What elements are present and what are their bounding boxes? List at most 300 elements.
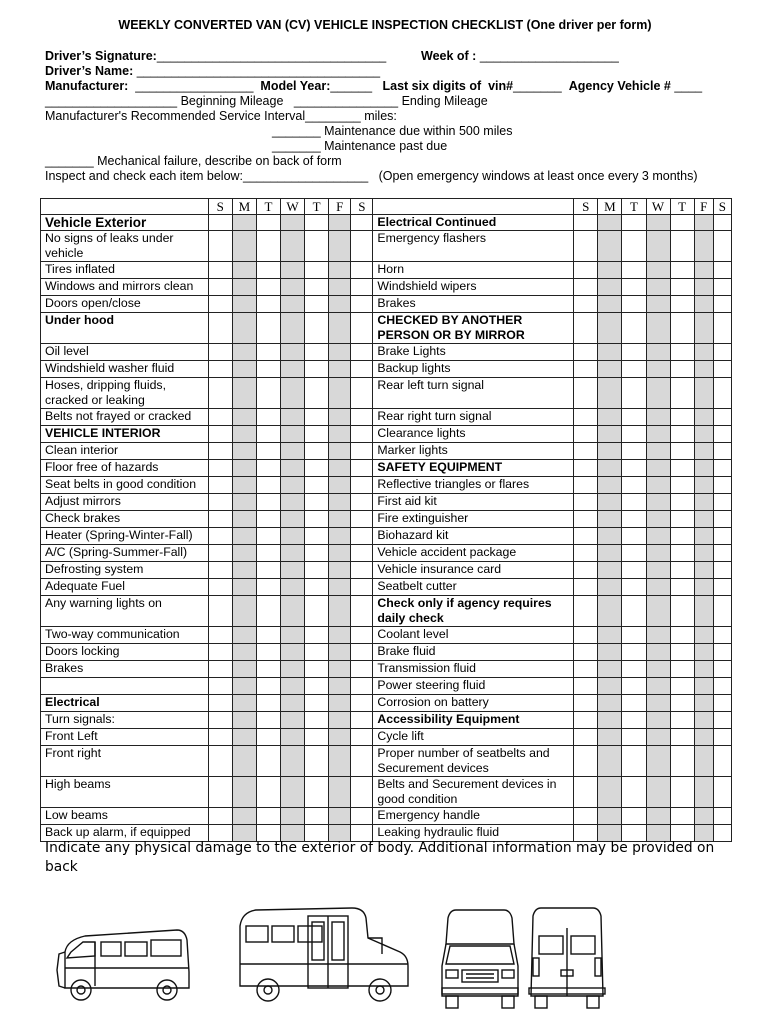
check-cell[interactable] <box>351 808 373 825</box>
check-cell[interactable] <box>713 215 731 231</box>
check-cell[interactable] <box>256 378 280 409</box>
check-cell[interactable] <box>694 477 713 494</box>
check-cell[interactable] <box>670 729 694 746</box>
check-cell[interactable] <box>574 678 598 695</box>
check-cell[interactable] <box>670 562 694 579</box>
check-cell[interactable] <box>713 562 731 579</box>
check-cell[interactable] <box>574 644 598 661</box>
check-cell[interactable] <box>694 409 713 426</box>
check-cell[interactable] <box>281 808 305 825</box>
check-cell[interactable] <box>574 528 598 545</box>
check-cell[interactable] <box>351 729 373 746</box>
check-cell[interactable] <box>208 361 232 378</box>
check-cell[interactable] <box>281 579 305 596</box>
check-cell[interactable] <box>574 313 598 344</box>
check-cell[interactable] <box>598 279 622 296</box>
check-cell[interactable] <box>305 627 329 644</box>
check-cell[interactable] <box>232 596 256 627</box>
check-cell[interactable] <box>329 562 351 579</box>
check-cell[interactable] <box>351 511 373 528</box>
check-cell[interactable] <box>305 313 329 344</box>
check-cell[interactable] <box>329 426 351 443</box>
check-cell[interactable] <box>329 729 351 746</box>
check-cell[interactable] <box>329 528 351 545</box>
check-cell[interactable] <box>305 808 329 825</box>
check-cell[interactable] <box>694 627 713 644</box>
check-cell[interactable] <box>208 313 232 344</box>
check-cell[interactable] <box>646 313 670 344</box>
check-cell[interactable] <box>598 746 622 777</box>
check-cell[interactable] <box>622 426 646 443</box>
check-cell[interactable] <box>351 279 373 296</box>
check-cell[interactable] <box>713 678 731 695</box>
check-cell[interactable] <box>281 644 305 661</box>
check-cell[interactable] <box>281 729 305 746</box>
check-cell[interactable] <box>574 746 598 777</box>
check-cell[interactable] <box>232 215 256 231</box>
check-cell[interactable] <box>598 511 622 528</box>
maint-past-field[interactable]: _______ <box>272 139 325 153</box>
check-cell[interactable] <box>232 426 256 443</box>
service-interval-field[interactable]: ________ <box>305 109 365 123</box>
check-cell[interactable] <box>646 808 670 825</box>
check-cell[interactable] <box>281 477 305 494</box>
check-cell[interactable] <box>329 777 351 808</box>
check-cell[interactable] <box>713 661 731 678</box>
check-cell[interactable] <box>256 528 280 545</box>
check-cell[interactable] <box>646 409 670 426</box>
check-cell[interactable] <box>713 494 731 511</box>
check-cell[interactable] <box>670 344 694 361</box>
check-cell[interactable] <box>305 262 329 279</box>
check-cell[interactable] <box>646 678 670 695</box>
check-cell[interactable] <box>351 712 373 729</box>
check-cell[interactable] <box>574 215 598 231</box>
check-cell[interactable] <box>208 661 232 678</box>
check-cell[interactable] <box>281 678 305 695</box>
check-cell[interactable] <box>713 296 731 313</box>
check-cell[interactable] <box>281 426 305 443</box>
check-cell[interactable] <box>232 644 256 661</box>
check-cell[interactable] <box>351 215 373 231</box>
check-cell[interactable] <box>351 579 373 596</box>
check-cell[interactable] <box>232 729 256 746</box>
check-cell[interactable] <box>598 262 622 279</box>
check-cell[interactable] <box>281 627 305 644</box>
check-cell[interactable] <box>622 746 646 777</box>
check-cell[interactable] <box>598 678 622 695</box>
check-cell[interactable] <box>670 596 694 627</box>
check-cell[interactable] <box>232 361 256 378</box>
check-cell[interactable] <box>694 678 713 695</box>
check-cell[interactable] <box>208 215 232 231</box>
check-cell[interactable] <box>622 378 646 409</box>
check-cell[interactable] <box>670 313 694 344</box>
check-cell[interactable] <box>329 215 351 231</box>
check-cell[interactable] <box>598 695 622 712</box>
check-cell[interactable] <box>694 511 713 528</box>
check-cell[interactable] <box>351 528 373 545</box>
check-cell[interactable] <box>208 627 232 644</box>
check-cell[interactable] <box>208 279 232 296</box>
check-cell[interactable] <box>232 695 256 712</box>
check-cell[interactable] <box>208 296 232 313</box>
check-cell[interactable] <box>694 279 713 296</box>
check-cell[interactable] <box>622 678 646 695</box>
check-cell[interactable] <box>622 545 646 562</box>
check-cell[interactable] <box>305 562 329 579</box>
check-cell[interactable] <box>694 231 713 262</box>
check-cell[interactable] <box>208 644 232 661</box>
check-cell[interactable] <box>713 777 731 808</box>
check-cell[interactable] <box>646 661 670 678</box>
check-cell[interactable] <box>694 579 713 596</box>
check-cell[interactable] <box>670 644 694 661</box>
check-cell[interactable] <box>351 361 373 378</box>
check-cell[interactable] <box>232 378 256 409</box>
check-cell[interactable] <box>232 678 256 695</box>
check-cell[interactable] <box>713 443 731 460</box>
check-cell[interactable] <box>281 313 305 344</box>
check-cell[interactable] <box>329 477 351 494</box>
check-cell[interactable] <box>598 808 622 825</box>
check-cell[interactable] <box>694 296 713 313</box>
check-cell[interactable] <box>351 296 373 313</box>
check-cell[interactable] <box>232 262 256 279</box>
check-cell[interactable] <box>646 262 670 279</box>
check-cell[interactable] <box>713 511 731 528</box>
check-cell[interactable] <box>622 695 646 712</box>
check-cell[interactable] <box>713 528 731 545</box>
check-cell[interactable] <box>646 712 670 729</box>
check-cell[interactable] <box>232 579 256 596</box>
check-cell[interactable] <box>622 661 646 678</box>
check-cell[interactable] <box>646 627 670 644</box>
check-cell[interactable] <box>256 678 280 695</box>
check-cell[interactable] <box>232 344 256 361</box>
check-cell[interactable] <box>232 477 256 494</box>
check-cell[interactable] <box>281 262 305 279</box>
check-cell[interactable] <box>622 313 646 344</box>
check-cell[interactable] <box>281 746 305 777</box>
check-cell[interactable] <box>329 378 351 409</box>
check-cell[interactable] <box>598 644 622 661</box>
check-cell[interactable] <box>713 746 731 777</box>
check-cell[interactable] <box>281 777 305 808</box>
check-cell[interactable] <box>574 808 598 825</box>
check-cell[interactable] <box>670 215 694 231</box>
check-cell[interactable] <box>574 296 598 313</box>
check-cell[interactable] <box>256 777 280 808</box>
check-cell[interactable] <box>329 231 351 262</box>
check-cell[interactable] <box>329 279 351 296</box>
check-cell[interactable] <box>281 494 305 511</box>
check-cell[interactable] <box>622 262 646 279</box>
check-cell[interactable] <box>232 712 256 729</box>
check-cell[interactable] <box>694 313 713 344</box>
check-cell[interactable] <box>598 777 622 808</box>
check-cell[interactable] <box>574 729 598 746</box>
check-cell[interactable] <box>646 777 670 808</box>
check-cell[interactable] <box>305 695 329 712</box>
check-cell[interactable] <box>351 596 373 627</box>
check-cell[interactable] <box>256 644 280 661</box>
check-cell[interactable] <box>646 231 670 262</box>
check-cell[interactable] <box>208 545 232 562</box>
check-cell[interactable] <box>598 378 622 409</box>
check-cell[interactable] <box>694 361 713 378</box>
check-cell[interactable] <box>305 644 329 661</box>
check-cell[interactable] <box>713 579 731 596</box>
check-cell[interactable] <box>232 409 256 426</box>
check-cell[interactable] <box>208 695 232 712</box>
check-cell[interactable] <box>305 426 329 443</box>
check-cell[interactable] <box>574 231 598 262</box>
check-cell[interactable] <box>208 477 232 494</box>
check-cell[interactable] <box>598 661 622 678</box>
check-cell[interactable] <box>305 777 329 808</box>
check-cell[interactable] <box>574 627 598 644</box>
check-cell[interactable] <box>305 579 329 596</box>
check-cell[interactable] <box>208 808 232 825</box>
check-cell[interactable] <box>713 596 731 627</box>
check-cell[interactable] <box>622 279 646 296</box>
check-cell[interactable] <box>622 808 646 825</box>
check-cell[interactable] <box>281 596 305 627</box>
check-cell[interactable] <box>670 777 694 808</box>
check-cell[interactable] <box>713 262 731 279</box>
check-cell[interactable] <box>281 279 305 296</box>
check-cell[interactable] <box>646 511 670 528</box>
check-cell[interactable] <box>208 511 232 528</box>
check-cell[interactable] <box>598 477 622 494</box>
check-cell[interactable] <box>622 443 646 460</box>
check-cell[interactable] <box>351 494 373 511</box>
check-cell[interactable] <box>646 443 670 460</box>
check-cell[interactable] <box>713 279 731 296</box>
check-cell[interactable] <box>574 477 598 494</box>
check-cell[interactable] <box>256 344 280 361</box>
check-cell[interactable] <box>351 313 373 344</box>
check-cell[interactable] <box>232 528 256 545</box>
check-cell[interactable] <box>208 443 232 460</box>
check-cell[interactable] <box>598 426 622 443</box>
check-cell[interactable] <box>256 262 280 279</box>
check-cell[interactable] <box>598 215 622 231</box>
check-cell[interactable] <box>646 460 670 477</box>
check-cell[interactable] <box>670 545 694 562</box>
check-cell[interactable] <box>622 777 646 808</box>
check-cell[interactable] <box>232 443 256 460</box>
check-cell[interactable] <box>598 443 622 460</box>
check-cell[interactable] <box>598 361 622 378</box>
check-cell[interactable] <box>305 678 329 695</box>
check-cell[interactable] <box>598 712 622 729</box>
check-cell[interactable] <box>694 712 713 729</box>
check-cell[interactable] <box>646 426 670 443</box>
check-cell[interactable] <box>208 262 232 279</box>
check-cell[interactable] <box>694 344 713 361</box>
check-cell[interactable] <box>329 808 351 825</box>
check-cell[interactable] <box>256 562 280 579</box>
check-cell[interactable] <box>351 477 373 494</box>
check-cell[interactable] <box>305 296 329 313</box>
check-cell[interactable] <box>598 296 622 313</box>
check-cell[interactable] <box>694 661 713 678</box>
check-cell[interactable] <box>574 511 598 528</box>
check-cell[interactable] <box>574 712 598 729</box>
check-cell[interactable] <box>598 545 622 562</box>
check-cell[interactable] <box>256 231 280 262</box>
check-cell[interactable] <box>256 215 280 231</box>
check-cell[interactable] <box>305 215 329 231</box>
check-cell[interactable] <box>670 231 694 262</box>
check-cell[interactable] <box>208 231 232 262</box>
check-cell[interactable] <box>351 661 373 678</box>
check-cell[interactable] <box>329 596 351 627</box>
check-cell[interactable] <box>713 231 731 262</box>
check-cell[interactable] <box>256 409 280 426</box>
check-cell[interactable] <box>281 361 305 378</box>
check-cell[interactable] <box>598 409 622 426</box>
check-cell[interactable] <box>646 215 670 231</box>
check-cell[interactable] <box>208 344 232 361</box>
check-cell[interactable] <box>281 661 305 678</box>
check-cell[interactable] <box>713 426 731 443</box>
check-cell[interactable] <box>670 511 694 528</box>
check-cell[interactable] <box>574 596 598 627</box>
check-cell[interactable] <box>622 231 646 262</box>
check-cell[interactable] <box>305 511 329 528</box>
check-cell[interactable] <box>622 596 646 627</box>
check-cell[interactable] <box>598 231 622 262</box>
check-cell[interactable] <box>232 661 256 678</box>
check-cell[interactable] <box>622 627 646 644</box>
check-cell[interactable] <box>305 409 329 426</box>
check-cell[interactable] <box>305 596 329 627</box>
check-cell[interactable] <box>305 477 329 494</box>
check-cell[interactable] <box>232 562 256 579</box>
check-cell[interactable] <box>351 443 373 460</box>
check-cell[interactable] <box>598 494 622 511</box>
check-cell[interactable] <box>305 443 329 460</box>
check-cell[interactable] <box>208 729 232 746</box>
check-cell[interactable] <box>256 426 280 443</box>
check-cell[interactable] <box>351 777 373 808</box>
check-cell[interactable] <box>329 678 351 695</box>
check-cell[interactable] <box>598 729 622 746</box>
check-cell[interactable] <box>329 460 351 477</box>
check-cell[interactable] <box>670 477 694 494</box>
check-cell[interactable] <box>351 344 373 361</box>
beginning-mileage-field[interactable]: ___________________ <box>45 94 181 108</box>
check-cell[interactable] <box>694 426 713 443</box>
check-cell[interactable] <box>574 460 598 477</box>
check-cell[interactable] <box>329 511 351 528</box>
check-cell[interactable] <box>713 477 731 494</box>
check-cell[interactable] <box>622 215 646 231</box>
check-cell[interactable] <box>713 729 731 746</box>
check-cell[interactable] <box>670 443 694 460</box>
check-cell[interactable] <box>281 460 305 477</box>
check-cell[interactable] <box>351 644 373 661</box>
check-cell[interactable] <box>622 579 646 596</box>
check-cell[interactable] <box>622 729 646 746</box>
check-cell[interactable] <box>305 378 329 409</box>
check-cell[interactable] <box>208 460 232 477</box>
check-cell[interactable] <box>232 808 256 825</box>
check-cell[interactable] <box>305 279 329 296</box>
check-cell[interactable] <box>256 579 280 596</box>
check-cell[interactable] <box>232 460 256 477</box>
check-cell[interactable] <box>670 579 694 596</box>
check-cell[interactable] <box>256 746 280 777</box>
check-cell[interactable] <box>281 378 305 409</box>
check-cell[interactable] <box>646 545 670 562</box>
check-cell[interactable] <box>622 644 646 661</box>
check-cell[interactable] <box>256 695 280 712</box>
check-cell[interactable] <box>281 695 305 712</box>
check-cell[interactable] <box>351 695 373 712</box>
check-cell[interactable] <box>351 562 373 579</box>
check-cell[interactable] <box>208 409 232 426</box>
check-cell[interactable] <box>713 361 731 378</box>
check-cell[interactable] <box>713 695 731 712</box>
check-cell[interactable] <box>281 344 305 361</box>
agency-vehicle-field[interactable]: ____ <box>670 79 703 93</box>
check-cell[interactable] <box>208 378 232 409</box>
check-cell[interactable] <box>670 661 694 678</box>
check-cell[interactable] <box>694 494 713 511</box>
check-cell[interactable] <box>329 494 351 511</box>
check-cell[interactable] <box>305 231 329 262</box>
check-cell[interactable] <box>281 409 305 426</box>
check-cell[interactable] <box>598 460 622 477</box>
check-cell[interactable] <box>670 426 694 443</box>
check-cell[interactable] <box>256 494 280 511</box>
check-cell[interactable] <box>694 215 713 231</box>
check-cell[interactable] <box>208 596 232 627</box>
check-cell[interactable] <box>694 443 713 460</box>
check-cell[interactable] <box>574 777 598 808</box>
check-cell[interactable] <box>670 808 694 825</box>
check-cell[interactable] <box>281 545 305 562</box>
check-cell[interactable] <box>351 678 373 695</box>
check-cell[interactable] <box>574 661 598 678</box>
check-cell[interactable] <box>598 579 622 596</box>
check-cell[interactable] <box>598 596 622 627</box>
check-cell[interactable] <box>351 545 373 562</box>
check-cell[interactable] <box>329 262 351 279</box>
check-cell[interactable] <box>208 746 232 777</box>
check-cell[interactable] <box>305 344 329 361</box>
check-cell[interactable] <box>351 409 373 426</box>
check-cell[interactable] <box>305 661 329 678</box>
check-cell[interactable] <box>646 729 670 746</box>
check-cell[interactable] <box>574 695 598 712</box>
check-cell[interactable] <box>646 279 670 296</box>
check-cell[interactable] <box>694 562 713 579</box>
check-cell[interactable] <box>713 344 731 361</box>
check-cell[interactable] <box>574 426 598 443</box>
check-cell[interactable] <box>622 511 646 528</box>
check-cell[interactable] <box>232 279 256 296</box>
check-cell[interactable] <box>622 460 646 477</box>
check-cell[interactable] <box>232 231 256 262</box>
check-cell[interactable] <box>208 426 232 443</box>
check-cell[interactable] <box>670 296 694 313</box>
drivers-signature-field[interactable]: _________________________________ <box>156 49 421 63</box>
